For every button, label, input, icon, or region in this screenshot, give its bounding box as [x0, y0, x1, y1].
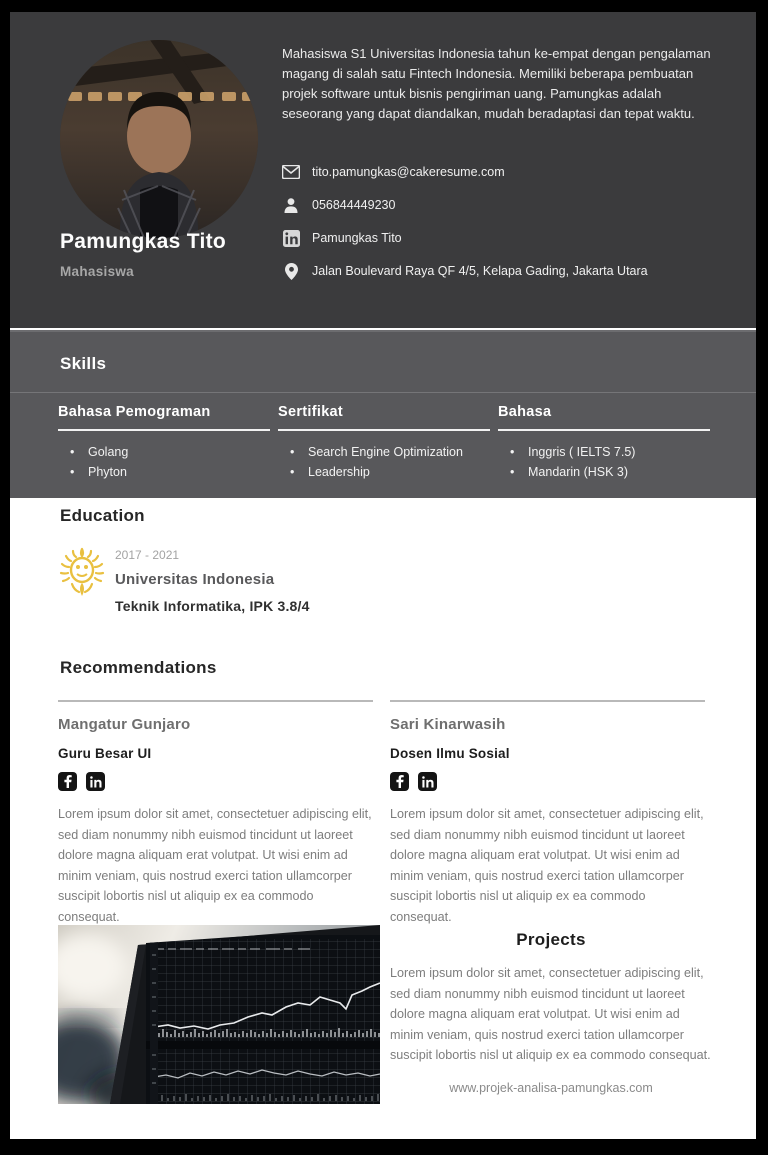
skill-list: [498, 442, 710, 482]
university-logo-icon: [58, 546, 106, 600]
linkedin-icon: [282, 229, 300, 247]
skill-item: • Leadership: [278, 462, 490, 482]
header-section: [10, 12, 756, 328]
education-period: 2017 - 2021: [115, 548, 180, 562]
skill-item: • Phyton: [58, 462, 270, 482]
recommendation-divider: [390, 700, 705, 702]
linkedin-square-icon[interactable]: [86, 772, 105, 791]
skill-list: [278, 442, 490, 482]
recommendation-divider: [58, 700, 373, 702]
skill-group-underline: [58, 429, 270, 431]
person-role: Mahasiswa: [60, 264, 134, 279]
profile-summary: Mahasiswa S1 Universitas Indonesia tahun ke-empat dengan pengalaman magang di salah satu Fintech Indonesia. Memiliki beberapa pembuatan projek software untuk bisnis pengiriman uang. Pamungkas adalah seseorang yang dapat diandalkan, mudah beradaptasi dan tepat waktu.: [282, 46, 711, 121]
skill-group-underline: [278, 429, 490, 431]
skill-group-underline: [498, 429, 710, 431]
skill-list: [58, 442, 270, 482]
recommender-social-links: [58, 772, 373, 791]
contact-phone-text: 056844449230: [312, 198, 396, 212]
skill-item: • Inggris ( IELTS 7.5): [498, 442, 710, 462]
skills-title: Skills: [60, 354, 107, 373]
linkedin-square-icon[interactable]: [418, 772, 437, 791]
contact-linkedin[interactable]: [282, 228, 732, 248]
education-detail: Teknik Informatika, IPK 3.8/4: [115, 598, 310, 614]
recommendation-text: Lorem ipsum dolor sit amet, consectetuer adipiscing elit, sed diam nonummy nibh euismod tincidunt ut laoreet dolore magna aliquam erat volutpat. Ut wisi enim ad minim veniam, quis nostrud exerci tation ullamcorper suscipit lobortis nisl ut aliquip ex ea commodo consequat.: [58, 807, 372, 924]
contact-list: [282, 162, 732, 294]
skills-section: [10, 330, 756, 498]
skill-group-sertifikat: [278, 404, 490, 482]
contact-email-text: tito.pamungkas@cakeresume.com: [312, 165, 505, 179]
skill-item: • Mandarin (HSK 3): [498, 462, 710, 482]
skill-group-bahasa-pemograman: [58, 404, 270, 482]
projects-title: Projects: [516, 930, 586, 949]
skill-group-title: Bahasa Pemograman: [58, 404, 211, 420]
recommender-social-links: [390, 772, 705, 791]
education-school: Universitas Indonesia: [115, 571, 275, 588]
skill-item: • Golang: [58, 442, 270, 462]
recommendation-text: Lorem ipsum dolor sit amet, consectetuer adipiscing elit, sed diam nonummy nibh euismod tincidunt ut laoreet dolore magna aliquam erat volutpat. Ut wisi enim ad minim veniam, quis nostrud exerci tation ullamcorper suscipit lobortis nisl ut aliquip ex ea commodo consequat.: [390, 807, 704, 924]
facebook-icon[interactable]: [58, 772, 77, 791]
skill-group-bahasa: [498, 404, 710, 482]
projects-link[interactable]: www.projek-analisa-pamungkas.com: [449, 1080, 653, 1095]
recommender-role: Guru Besar UI: [58, 746, 152, 761]
recommender-role: Dosen Ilmu Sosial: [390, 746, 510, 761]
skill-group-title: Bahasa: [498, 404, 552, 420]
contact-linkedin-text: Pamungkas Tito: [312, 231, 402, 245]
projects-section: [390, 920, 712, 1095]
contact-email[interactable]: [282, 162, 732, 182]
contact-phone[interactable]: [282, 195, 732, 215]
contact-address[interactable]: [282, 261, 732, 281]
recommender-name: Mangatur Gunjaro: [58, 716, 191, 733]
location-icon: [282, 262, 300, 280]
person-icon: [282, 196, 300, 214]
analytics-laptop-photo: [58, 925, 380, 1104]
skill-item: • Search Engine Optimization: [278, 442, 490, 462]
recommendation-entry: [390, 700, 705, 927]
resume-page: [10, 12, 756, 1139]
skill-group-title: Sertifikat: [278, 404, 344, 420]
recommender-name: Sari Kinarwasih: [390, 716, 506, 733]
email-icon: [282, 163, 300, 181]
projects-text: Lorem ipsum dolor sit amet, consectetuer adipiscing elit, sed diam nonummy nibh euismod tincidunt ut laoreet dolore magna aliquam erat volutpat. Ut wisi enim ad minim veniam, quis nostrud exerci tation ullamcorper suscipit lobortis nisl ut aliquip ex ea commodo consequat.: [390, 966, 711, 1062]
contact-address-text: Jalan Boulevard Raya QF 4/5, Kelapa Gading, Jakarta Utara: [312, 264, 648, 278]
recommendation-entry: [58, 700, 373, 927]
facebook-icon[interactable]: [390, 772, 409, 791]
education-entry: [115, 548, 310, 614]
recommendations-title: Recommendations: [60, 658, 217, 677]
profile-photo: [60, 40, 258, 238]
person-name: Pamungkas Tito: [60, 230, 227, 253]
education-title: Education: [60, 506, 145, 525]
skills-divider: [10, 392, 756, 393]
profile-photo-illustration: [60, 40, 258, 238]
